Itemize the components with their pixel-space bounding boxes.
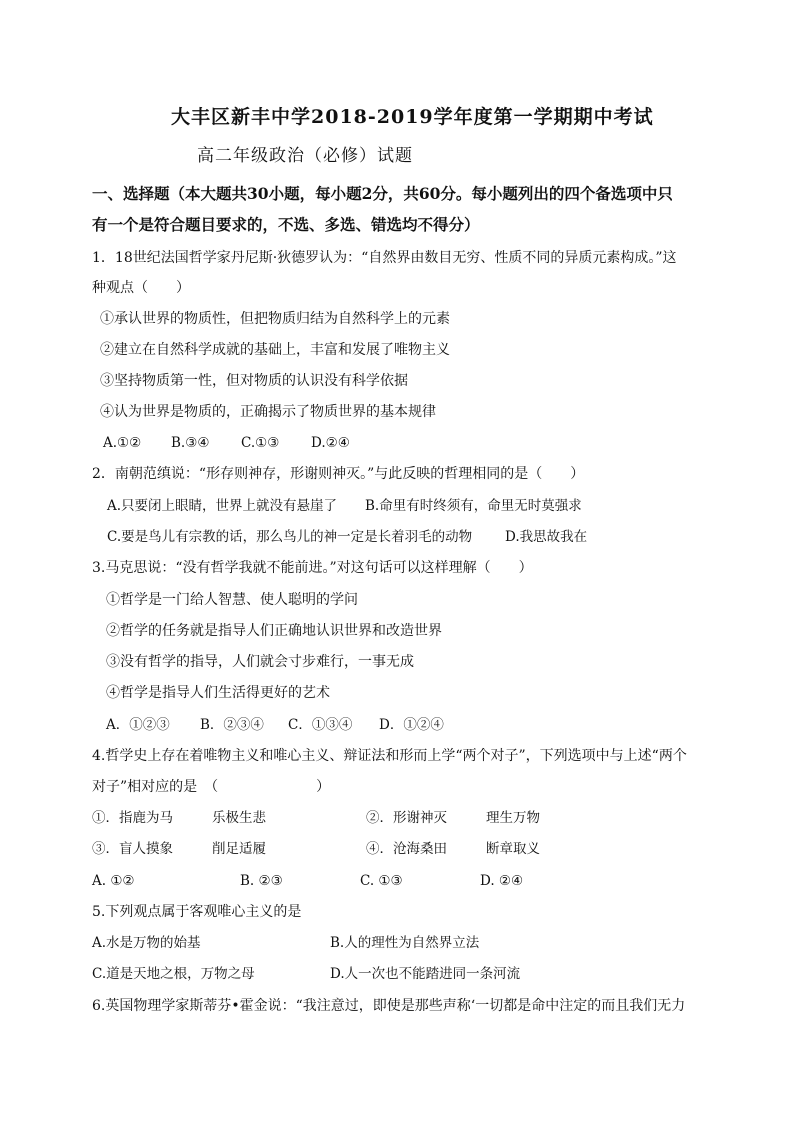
question-1-item: ①承认世界的物质性，但把物质归结为自然科学上的元素 [100, 311, 450, 327]
question-4-item: ②．形谢神灭 [366, 810, 447, 826]
question-5-option-d: D.人一次也不能踏进同一条河流 [330, 966, 521, 982]
question-4-stem: 4.哲学史上存在着唯物主义和唯心主义、辩证法和形而上学“两个对子”，下列选项中与上述“两个 [92, 748, 687, 764]
question-2-option-b: B.命里有时终须有，命里无时莫强求 [365, 498, 582, 514]
exam-subtitle: 高二年级政治（必修）试题 [197, 146, 413, 166]
question-6-stem: 6.英国物理学家斯蒂芬•霍金说：“我注意过，即使是那些声称‘一切都是命中注定的而且我们无力 [92, 998, 686, 1014]
question-3-option-b: B．②③④ [200, 717, 264, 733]
question-4-item: 断章取义 [486, 841, 540, 857]
question-4-item: 理生万物 [486, 810, 540, 826]
question-5-option-b: B.人的理性为自然界立法 [330, 935, 480, 951]
question-3-option-d: D．①②④ [379, 717, 444, 733]
question-1-item: ②建立在自然科学成就的基础上，丰富和发展了唯物主义 [100, 342, 450, 358]
question-2-option-c: C.要是鸟儿有宗教的话，那么鸟儿的神一定是长着羽毛的动物 [107, 529, 473, 545]
question-1-stem-cont: 种观点（ ） [92, 280, 190, 296]
question-3-option-a: A．①②③ [106, 717, 170, 733]
exam-title: 大丰区新丰中学2018-2019学年度第一学期期中考试 [171, 106, 654, 128]
question-4-item: ①．指鹿为马 [92, 810, 173, 826]
question-3-option-c: C．①③④ [288, 717, 353, 733]
question-3-item: ④哲学是指导人们生活得更好的艺术 [106, 685, 330, 701]
question-5-stem: 5.下列观点属于客观唯心主义的是 [92, 904, 302, 920]
question-3-item: ①哲学是一门给人智慧、使人聪明的学问 [106, 592, 358, 608]
question-4-item: ③．盲人摸象 [92, 841, 173, 857]
question-2-option-d: D.我思故我在 [505, 529, 588, 545]
question-5-option-a: A.水是万物的始基 [92, 935, 201, 951]
question-4-item: 削足适履 [212, 841, 266, 857]
question-2-stem: 2．南朝范缜说：“形存则神存，形谢则神灭。”与此反映的哲理相同的是（ ） [92, 466, 585, 482]
question-1-item: ③坚持物质第一性，但对物质的认识没有科学依据 [100, 373, 408, 389]
question-4-item: 乐极生悲 [212, 810, 266, 826]
question-1-option-a: A.①② [103, 435, 142, 451]
question-4-item: ④．沧海桑田 [366, 841, 447, 857]
section-heading-cont: 有一个是符合题目要求的，不选、多选、错选均不得分） [92, 215, 480, 234]
question-1-stem: 1．18世纪法国哲学家丹尼斯·狄德罗认为：“自然界由数目无穷、性质不同的异质元素构成。”这 [92, 250, 677, 266]
question-4-option-b: B. ②③ [240, 873, 283, 889]
question-4-stem-cont: 对子”相对应的是 （ ） [92, 779, 331, 795]
question-3-stem: 3.马克思说：“没有哲学我就不能前进。”对这句话可以这样理解（ ） [92, 560, 533, 576]
section-heading: 一、选择题（本大题共30小题，每小题2分，共60分。每小题列出的四个备选项中只 [92, 184, 673, 203]
question-4-option-a: A. ①② [92, 873, 135, 889]
question-3-item: ③没有哲学的指导，人们就会寸步难行，一事无成 [106, 654, 414, 670]
question-4-option-d: D. ②④ [480, 873, 524, 889]
question-3-item: ②哲学的任务就是指导人们正确地认识世界和改造世界 [106, 623, 442, 639]
question-1-option-b: B.③④ [171, 435, 210, 451]
question-4-option-c: C. ①③ [360, 873, 403, 889]
question-1-option-c: C.①③ [241, 435, 280, 451]
question-1-option-d: D.②④ [311, 435, 350, 451]
question-2-option-a: A.只要闭上眼睛，世界上就没有悬崖了 [107, 498, 338, 514]
question-1-item: ④认为世界是物质的，正确揭示了物质世界的基本规律 [100, 404, 436, 420]
question-5-option-c: C.道是天地之根，万物之母 [92, 966, 255, 982]
